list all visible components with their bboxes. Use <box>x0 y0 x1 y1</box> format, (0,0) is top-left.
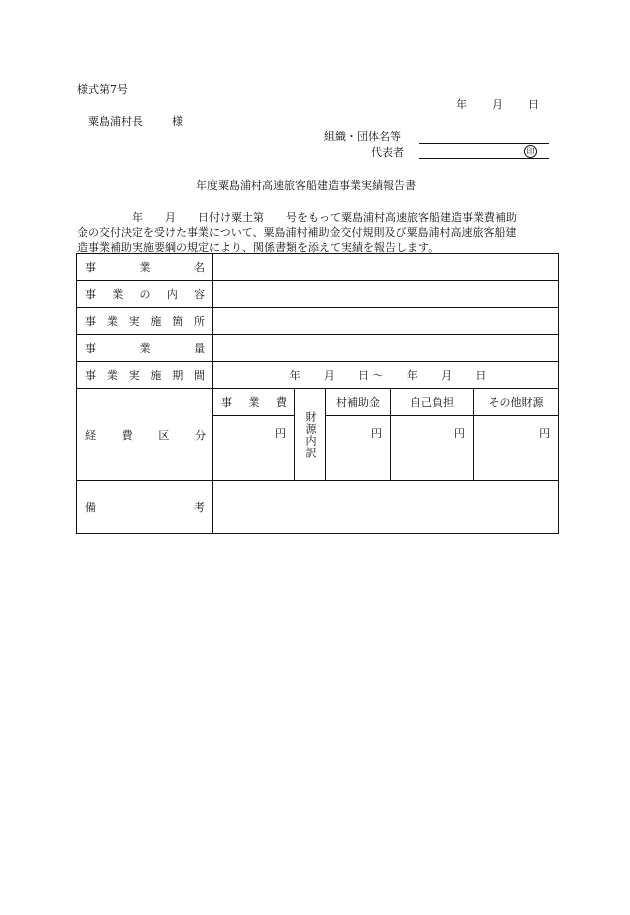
addressee-name: 粟島浦村長 <box>88 115 143 128</box>
project-location-field[interactable] <box>213 308 559 335</box>
seal-mark: 印 <box>524 145 537 158</box>
project-cost-header: 事 業 費 <box>213 389 295 416</box>
table-row <box>77 254 559 281</box>
village-subsidy-header: 村補助金 <box>326 389 391 416</box>
form-number: 様式第7号 <box>77 83 128 96</box>
date-month: 月 <box>492 98 503 111</box>
org-name-line[interactable] <box>419 143 549 144</box>
date-year: 年 <box>456 98 467 111</box>
body-line: 造事業補助実施要綱の規定により、関係書類を添えて実績を報告します。 <box>77 241 440 254</box>
body-line: 年 月 日付け粟土第 号をもって粟島浦村高速旅客船建造事業費補助 <box>77 211 517 224</box>
representative-line[interactable] <box>419 158 549 159</box>
table-row <box>77 389 559 416</box>
representative-label: 代表者 <box>371 146 404 159</box>
row-label-expense-category: 経 費 区 分 <box>77 389 213 481</box>
other-funding-field[interactable]: 円 <box>474 416 559 481</box>
funding-breakdown-label: 財源内訳 <box>295 389 326 481</box>
project-volume-field[interactable] <box>213 335 559 362</box>
row-label-project-period: 事 業 実 施 期 間 <box>77 362 213 389</box>
project-period-field[interactable]: 年 月 日 〜 年 月 日 <box>213 362 559 389</box>
row-label-project-name: 事 業 名 <box>77 254 213 281</box>
table-row <box>77 362 559 389</box>
project-content-field[interactable] <box>213 281 559 308</box>
other-funding-header: その他財源 <box>474 389 559 416</box>
report-body <box>77 210 559 255</box>
village-subsidy-field[interactable]: 円 <box>326 416 391 481</box>
table-row <box>77 335 559 362</box>
self-funding-header: 自己負担 <box>391 389 474 416</box>
date-day: 日 <box>528 98 539 111</box>
row-label-project-volume: 事 業 量 <box>77 335 213 362</box>
row-label-project-content: 事 業 の 内 容 <box>77 281 213 308</box>
report-table <box>76 253 559 534</box>
project-cost-field[interactable]: 円 <box>213 416 295 481</box>
addressee-honorific: 様 <box>172 115 183 128</box>
document-title: 年度粟島浦村高速旅客船建造事業実績報告書 <box>196 179 416 192</box>
row-label-project-location: 事 業 実 施 箇 所 <box>77 308 213 335</box>
table-row <box>77 481 559 534</box>
body-line: 金の交付決定を受けた事業について、粟島浦村補助金交付規則及び粟島浦村高速旅客船建 <box>77 226 517 239</box>
org-name-label: 組織・団体名等 <box>324 130 401 143</box>
self-funding-field[interactable]: 円 <box>391 416 474 481</box>
row-label-remarks: 備 考 <box>77 481 213 534</box>
table-row <box>77 308 559 335</box>
table-row <box>77 281 559 308</box>
remarks-field[interactable] <box>213 481 559 534</box>
project-name-field[interactable] <box>213 254 559 281</box>
